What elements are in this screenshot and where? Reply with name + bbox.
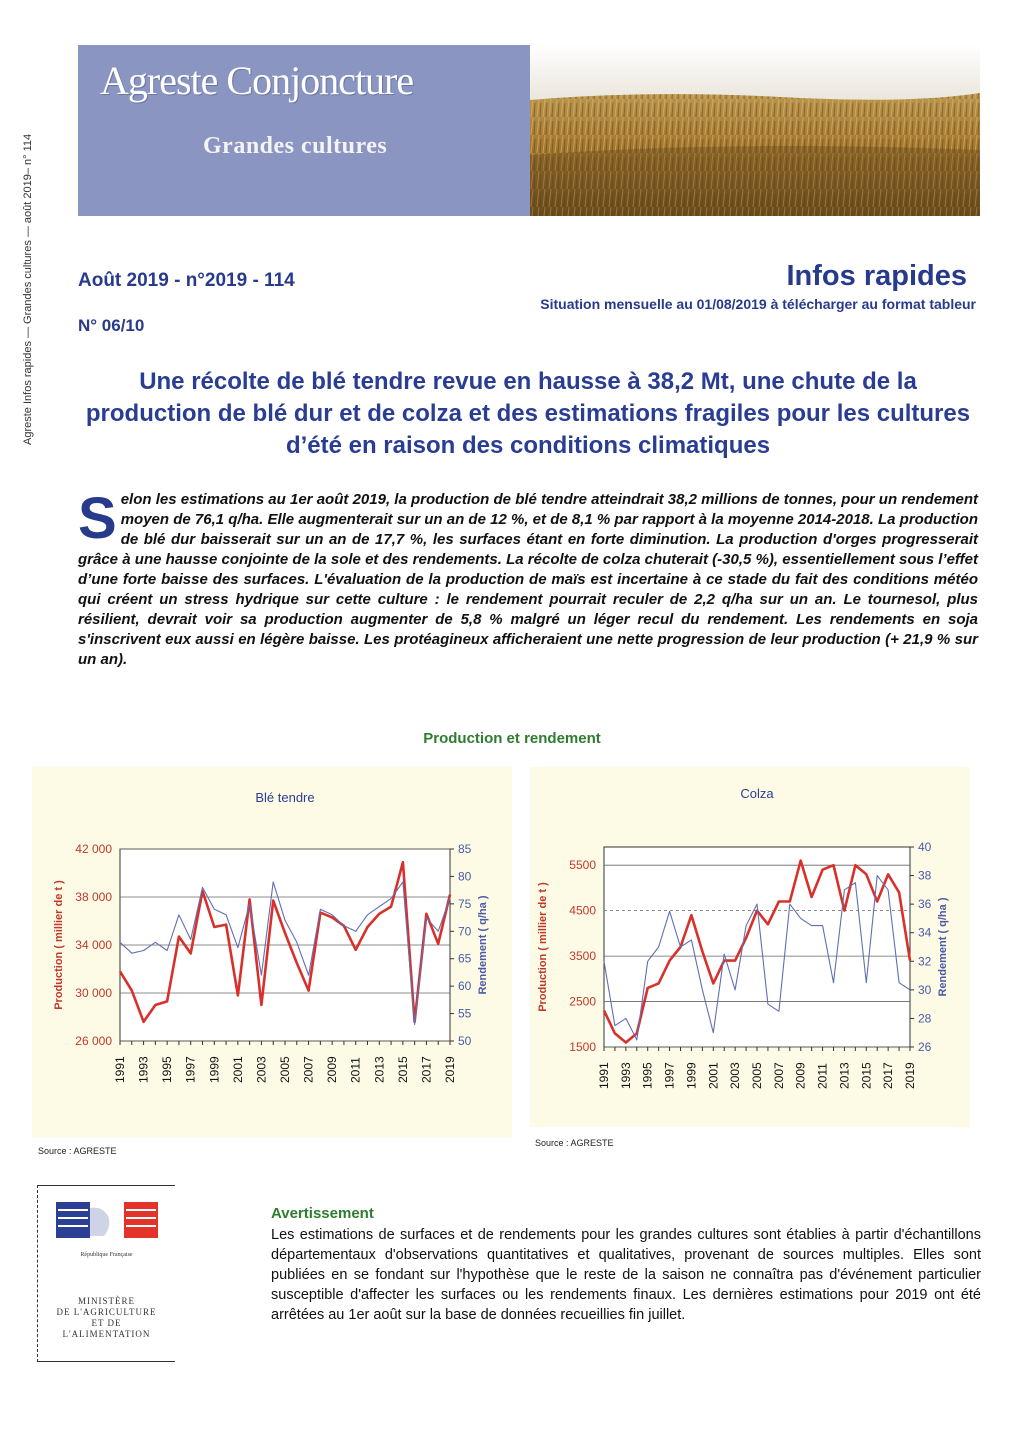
issue-date: Août 2019 - n°2019 - 114: [78, 270, 295, 291]
x-tick-label: 2003: [254, 1056, 269, 1083]
y2-tick-label: 85: [458, 842, 472, 856]
x-tick-label: 1997: [183, 1056, 198, 1083]
x-tick-label: 1995: [160, 1056, 175, 1083]
x-tick-label: 2013: [837, 1062, 852, 1089]
y2-tick-label: 50: [458, 1034, 472, 1048]
y2-tick-label: 60: [458, 979, 472, 994]
page-headline: Une récolte de blé tendre revue en hausse à 38,2 Mt, une chute de la production de blé dur et de colza et des estimations fragiles pour les cultures d’été en raison des conditions climatiques: [85, 368, 971, 459]
y2-tick-label: 26: [918, 1040, 932, 1054]
header-banner: [78, 45, 980, 216]
plot-area: [604, 847, 910, 1047]
y-tick-label: 4500: [569, 903, 596, 918]
chart-colza: [530, 767, 970, 1127]
y-tick-label: 3500: [569, 949, 596, 964]
y-tick-label: 26 000: [75, 1034, 112, 1048]
x-tick-label: 2005: [750, 1062, 764, 1089]
intro-paragraph: [78, 486, 978, 670]
warning-text: Les estimations de surfaces et de rendements pour les grandes cultures sont établies à partir d'échantillons départementaux d'observations quantitatives et qualitatives, provenant de sources multiples. Elles sont publiées en se fondant sur l'hypothèse que le reste de la saison ne connaîtra pas d'événement particulier susceptible d'affecter les surfaces ou les rendements finaux. Les dernières estimations pour 2019 ont été arrêtées au 1er août sur la base de données recueillies fin juillet.: [271, 1227, 981, 1323]
chart-title: Colza: [740, 786, 774, 801]
y-tick-label: 38 000: [75, 890, 112, 904]
x-tick-label: 2013: [372, 1056, 387, 1083]
x-tick-label: 2003: [728, 1062, 743, 1089]
wheat-field-image: [530, 45, 980, 216]
download-link[interactable]: Situation mensuelle au 01/08/2019 à télécharger au format tableur: [540, 296, 976, 312]
x-tick-label: 2007: [771, 1062, 786, 1089]
y2-tick-label: 65: [458, 951, 472, 966]
y2-tick-label: 34: [918, 925, 932, 940]
y2-tick-label: 40: [918, 840, 932, 854]
brand-title: Agreste Conjoncture: [100, 58, 414, 103]
intro-text: elon les estimations au 1er août 2019, la production de blé tendre atteindrait 38,2 millions de tonnes, pour un rendement moyen de 76,1 q/ha. Elle augmenterait sur un an de 12 %, et de 8,1 % par rapport à la moyenne 2014-2018. La production de blé dur baisserait sur un an de 17,7 %, les surfaces étant en forte diminution. La production d'orges progresserait grâce à une hausse conjointe de la sole et des rendements. La récolte de colza chuterait (-30,5 %), essentiellement sous l’effet d’une forte baisse des surfaces. L'évaluation de la production de maïs est incertaine à ce stade du fait des conditions météo qui créent un stress hydrique sur cette culture : le rendement pourrait reculer de 2,2 q/ha sur un an. Le tournesol, plus résilient, devrait voir sa production augmenter de 5,8 % malgré un léger recul du rendement. Les rendements en soja s'inscrivent eux aussi en légère baisse. Les protéagineux afficheraient une nette progression de leur production (+ 21,9 % sur un an).: [78, 491, 978, 668]
y-tick-label: 2500: [569, 994, 596, 1009]
marianne-logo-icon: [38, 1186, 175, 1256]
x-tick-label: 2009: [793, 1062, 808, 1089]
y2-tick-label: 55: [458, 1006, 472, 1021]
chart-ble-tendre-svg: [32, 767, 512, 1137]
y2-tick-label: 36: [918, 897, 932, 912]
x-tick-label: 1993: [136, 1056, 151, 1083]
x-tick-label: 2019: [443, 1056, 457, 1083]
x-tick-label: 1991: [113, 1056, 127, 1083]
y2-axis-label: Rendement ( q/ha ): [937, 897, 949, 997]
wheat-field-photo: [530, 45, 980, 216]
x-tick-label: 2007: [301, 1056, 316, 1083]
y2-tick-label: 70: [458, 924, 472, 939]
warning-title: Avertissement: [271, 1205, 374, 1222]
figure-title: Production et rendement: [423, 730, 601, 747]
issue-number: N° 06/10: [78, 316, 145, 335]
x-tick-label: 1999: [207, 1056, 222, 1083]
chart-colza-source: Source : AGRESTE: [535, 1138, 614, 1148]
x-tick-label: 2015: [859, 1062, 874, 1089]
x-tick-label: 1999: [684, 1062, 699, 1089]
x-tick-label: 2005: [278, 1056, 292, 1083]
y-tick-label: 34 000: [75, 938, 112, 952]
y2-tick-label: 38: [918, 868, 932, 883]
y2-tick-label: 75: [458, 896, 472, 911]
chart-ble-tendre: [32, 767, 512, 1137]
y-tick-label: 30 000: [75, 986, 112, 1000]
y-axis-label: Production ( millier de t ): [537, 882, 549, 1012]
y2-tick-label: 30: [918, 982, 932, 997]
logo-republic-text: République Française: [80, 1252, 133, 1258]
sidebar-citation: Agreste Infos rapides — Grandes cultures — août 2019– n° 114: [22, 133, 34, 445]
x-tick-label: 2017: [419, 1056, 434, 1083]
x-tick-label: 1997: [662, 1062, 677, 1089]
chart-colza-svg: [530, 767, 970, 1127]
chart-title: Blé tendre: [255, 790, 315, 805]
y2-tick-label: 80: [458, 869, 472, 884]
ministry-logo: [37, 1185, 175, 1362]
x-tick-label: 2019: [903, 1062, 917, 1089]
y-tick-label: 42 000: [75, 842, 112, 856]
infos-rapides-title: Infos rapides: [786, 260, 967, 292]
x-tick-label: 2015: [395, 1056, 410, 1083]
x-tick-label: 2017: [881, 1062, 896, 1089]
x-tick-label: 2001: [706, 1062, 721, 1089]
chart-ble-source: Source : AGRESTE: [38, 1146, 117, 1156]
x-tick-label: 1995: [640, 1062, 655, 1089]
brand-subtitle: Grandes cultures: [203, 133, 388, 159]
x-tick-label: 2001: [230, 1056, 245, 1083]
logo-ministry-text: MINISTÈRE DE L'AGRICULTURE ET DE L'ALIMENTATION: [56, 1296, 157, 1339]
banner-brand-panel: [78, 45, 530, 216]
x-tick-label: 2011: [348, 1057, 363, 1083]
y-tick-label: 5500: [569, 858, 596, 873]
drop-cap: S: [78, 486, 117, 551]
x-tick-label: 2011: [815, 1063, 830, 1089]
y2-axis-label: Rendement ( q/ha ): [477, 895, 489, 995]
y-axis-label: Production ( millier de t ): [53, 880, 65, 1010]
y2-tick-label: 28: [918, 1011, 932, 1026]
y-tick-label: 1500: [569, 1040, 596, 1054]
x-tick-label: 1991: [597, 1062, 611, 1089]
y2-tick-label: 32: [918, 954, 932, 969]
x-tick-label: 1993: [618, 1062, 633, 1089]
x-tick-label: 2009: [325, 1056, 340, 1083]
